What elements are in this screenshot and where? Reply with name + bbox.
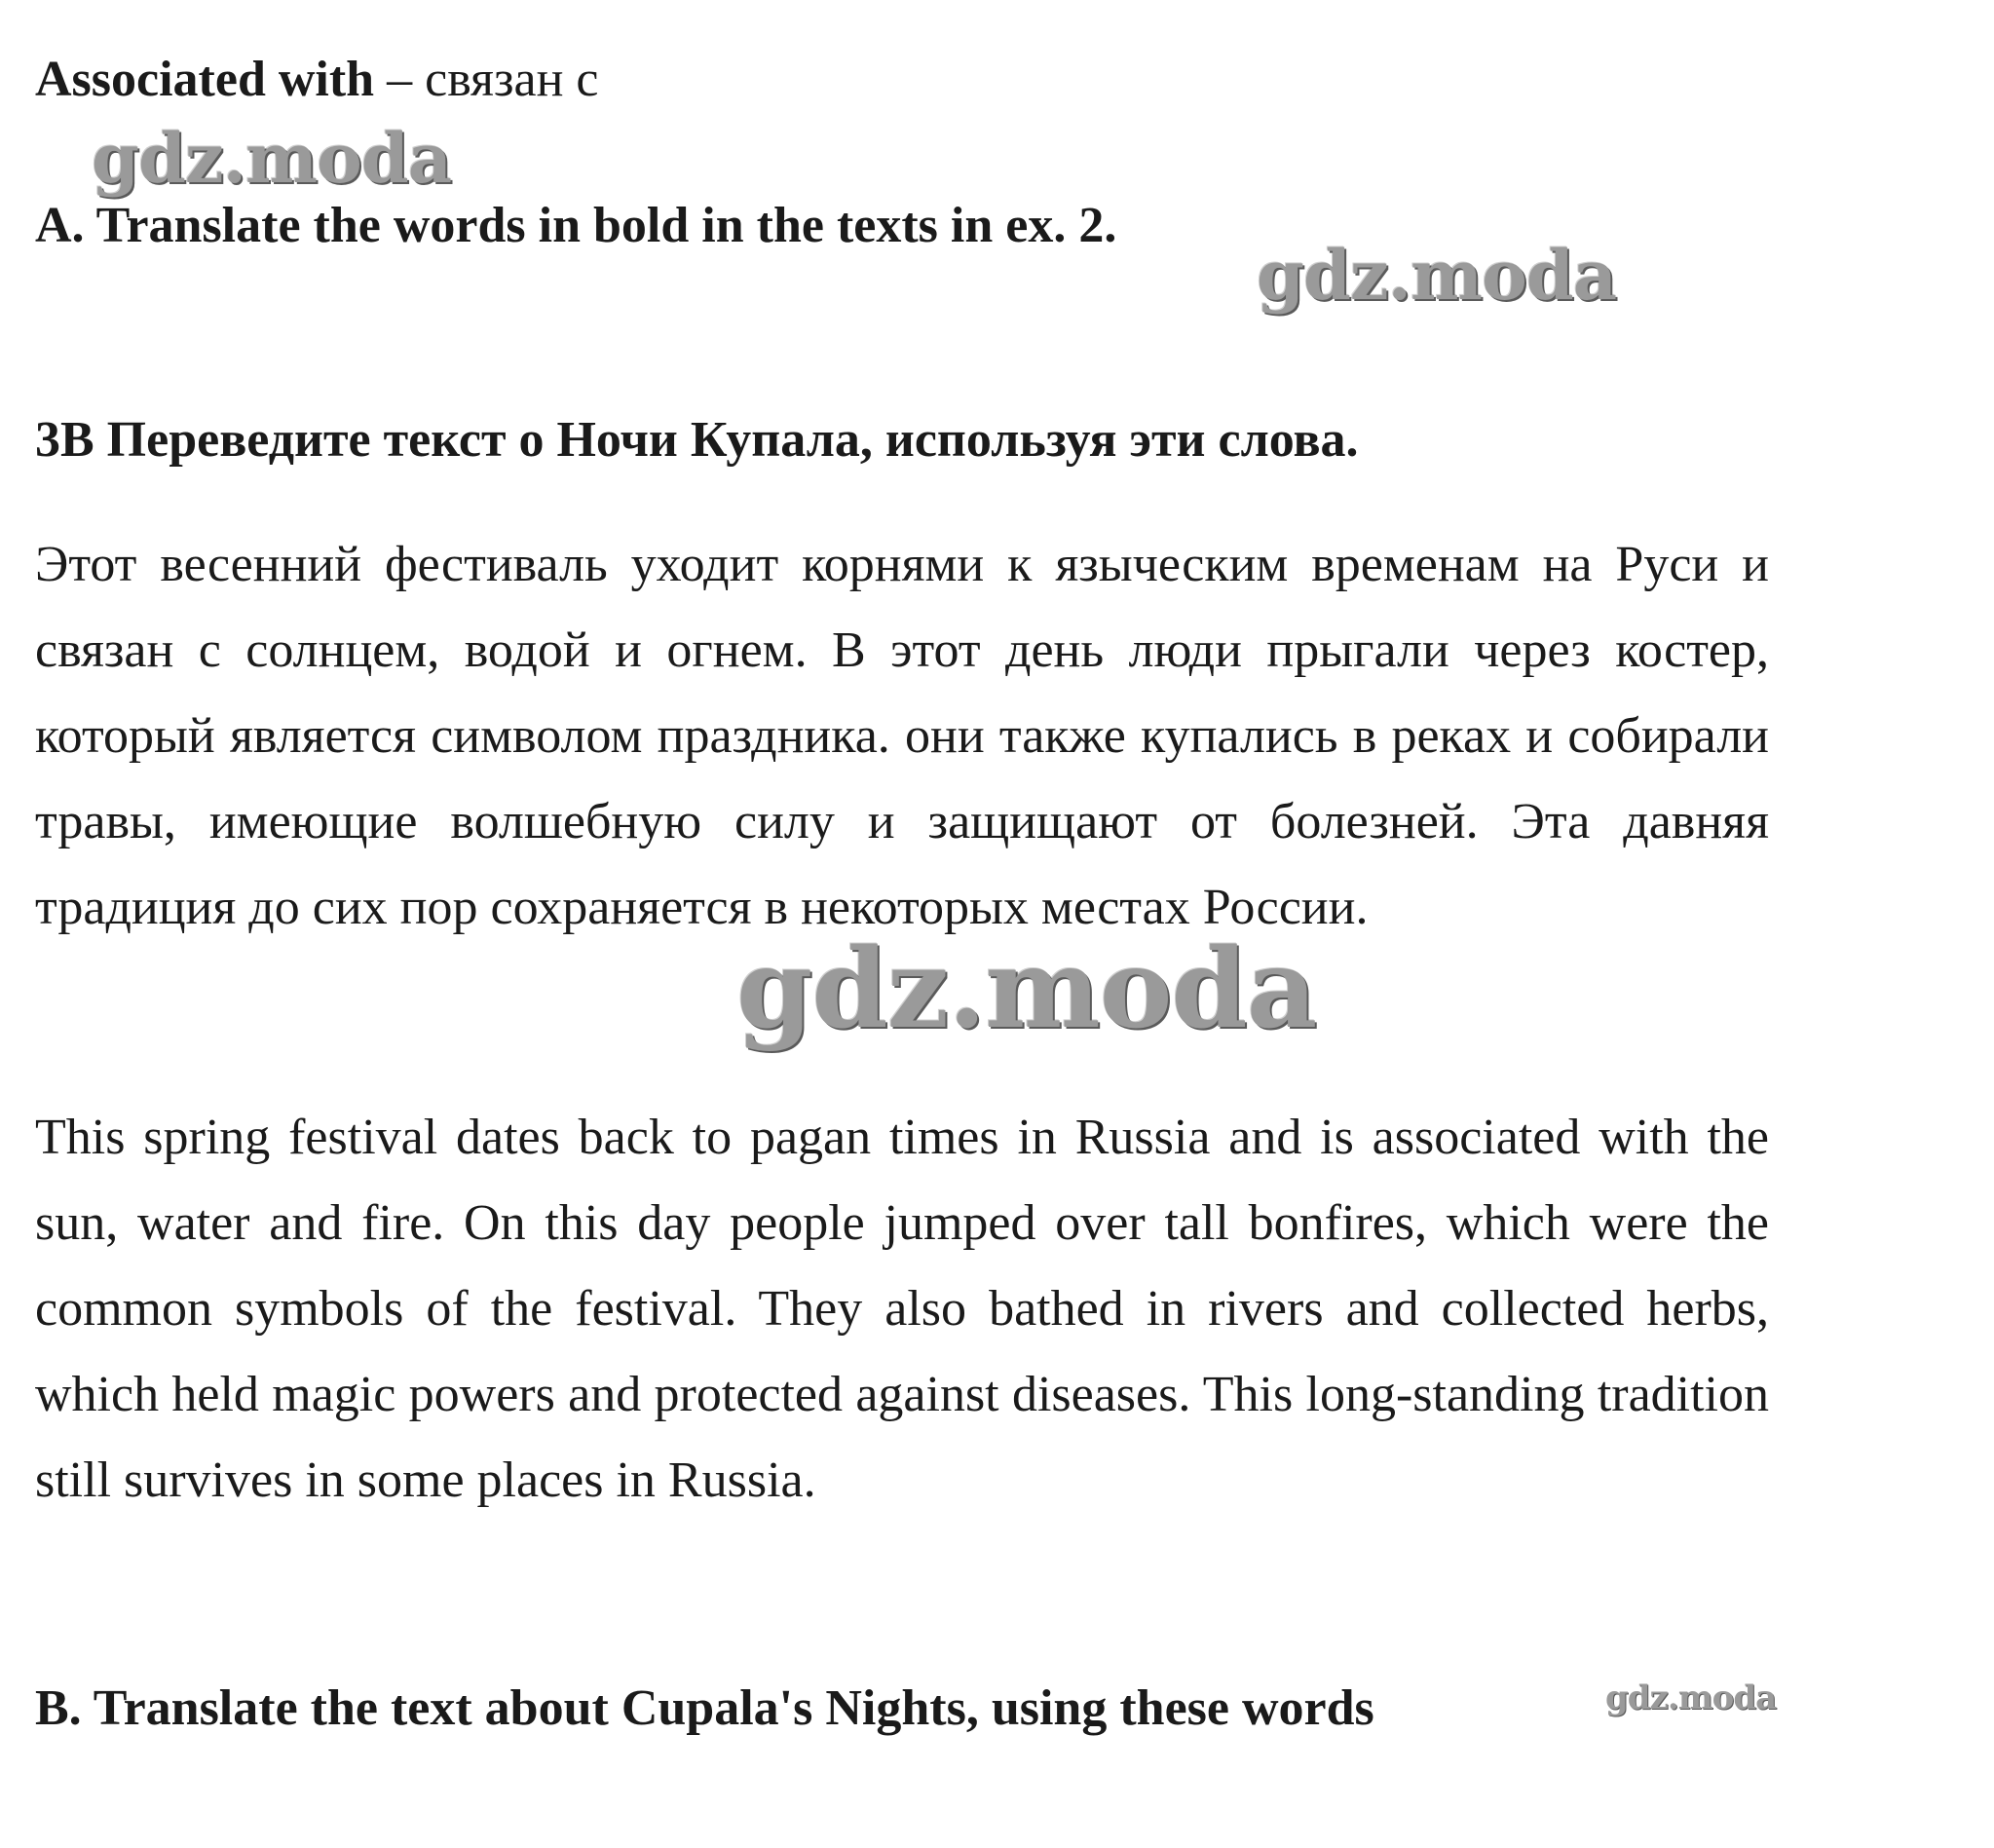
watermark: gdz.moda (736, 925, 1317, 1053)
vocab-term: Associated with (35, 52, 375, 107)
watermark: gdz.moda (92, 118, 452, 199)
english-paragraph: This spring festival dates back to pagan times in Russia and is associated with the sun, water and fire. On this day people jumped over tall bonfires, which were the common symbols of the festival. They also bathed in rivers and collected herbs, which held magic powers and protected against diseases. This long-standing tradition still survives in some places in Russia. (35, 1110, 1769, 1508)
task-a-heading: A. Translate the words in bold in the texts in ex. 2. (35, 198, 1117, 253)
russian-paragraph: Этот весенний фестиваль уходит корнями к языческим временам на Руси и связан с солнцем, водой и огнем. В этот день люди прыгали через костер, который является символом праздника. они также купались в реках и собирали травы, имеющие волшебную силу и защищают от болезней. Эта давняя традиция до сих пор сохраняется в некоторых местах России. (35, 537, 1769, 935)
task-b-heading: B. Translate the text about Cupala's Nights, using these words (35, 1680, 1374, 1736)
task-3b-heading: 3B Переведите текст о Ночи Купала, используя эти слова. (35, 412, 1359, 468)
vocab-entry (35, 51, 599, 109)
watermark: gdz.moda (1257, 235, 1617, 316)
vocab-translation: – связан с (387, 52, 599, 107)
watermark: gdz.moda (1605, 1678, 1777, 1717)
